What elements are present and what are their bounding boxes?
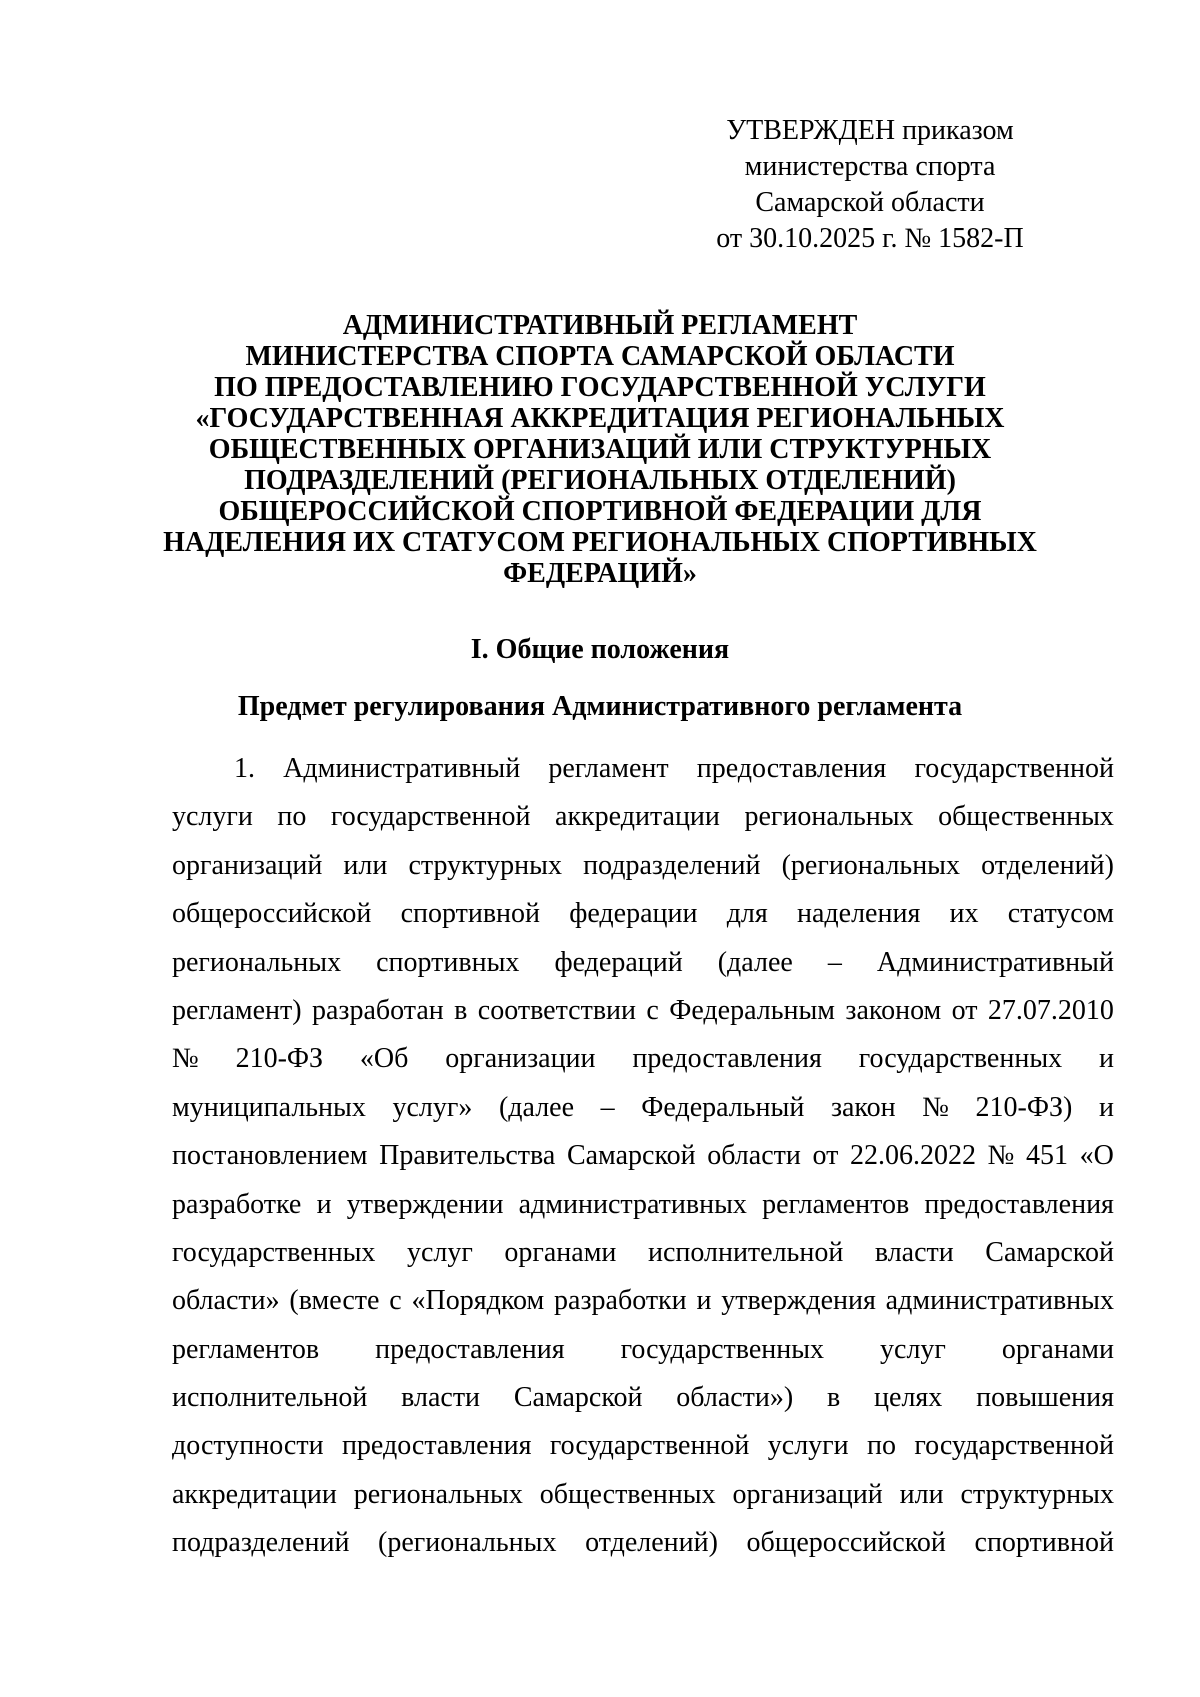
paragraph-word: регламент [548, 753, 669, 784]
approval-line: Самарской области [755, 187, 985, 218]
paragraph-word: организаций [172, 849, 323, 881]
paragraph-word: «О [1079, 1140, 1114, 1172]
paragraph-word: государственных [858, 1043, 1063, 1075]
approval-line: УТВЕРЖДЕН приказом [726, 115, 1014, 146]
paragraph-word: разработан [311, 994, 444, 1026]
paragraph-word: общественных [938, 801, 1114, 833]
paragraph-word: государственных [172, 1236, 376, 1268]
paragraph-word: в [827, 1382, 841, 1414]
title-line: ФЕДЕРАЦИЙ» [503, 558, 697, 589]
paragraph-word: региональных [353, 1478, 523, 1510]
paragraph-word: с [646, 994, 659, 1026]
paragraph-word: и [1098, 1091, 1114, 1123]
paragraph-word: региональных [172, 946, 342, 978]
paragraph-word: по [277, 801, 307, 833]
paragraph-word: отделений) [585, 1527, 718, 1559]
paragraph-word: предоставления [924, 1188, 1114, 1220]
paragraph-word: целях [874, 1382, 943, 1414]
paragraph-word: 27.07.2010 [987, 994, 1114, 1026]
paragraph-1 [172, 745, 1114, 1568]
paragraph-word: закон [830, 1091, 896, 1123]
paragraph-word: повышения [976, 1382, 1114, 1414]
paragraph-word: спортивных [376, 946, 520, 978]
paragraph-word: (региональных [781, 849, 960, 881]
paragraph-line [172, 890, 1114, 938]
paragraph-word: подразделений [172, 1527, 350, 1559]
paragraph-word: власти [401, 1382, 481, 1414]
paragraph-word: или [899, 1478, 944, 1510]
paragraph-word: № [987, 1140, 1015, 1172]
title-line: ПО ПРЕДОСТАВЛЕНИЮ ГОСУДАРСТВЕННОЙ УСЛУГИ [214, 372, 986, 403]
paragraph-word: регламентов [762, 1188, 910, 1220]
paragraph-word: структурных [408, 849, 562, 881]
paragraph-word: Правительства [379, 1140, 556, 1172]
paragraph-word: органами [504, 1236, 617, 1268]
paragraph-word: административных [518, 1188, 747, 1220]
paragraph-word: разработке [172, 1188, 302, 1220]
paragraph-word: области [707, 1140, 801, 1172]
paragraph-line [172, 1229, 1114, 1277]
paragraph-word: Административный [876, 946, 1114, 978]
paragraph-word: предоставления [632, 1043, 822, 1075]
paragraph-word: 210-ФЗ [235, 1043, 324, 1075]
paragraph-line [172, 1277, 1114, 1325]
paragraph-word: государственной [549, 1430, 750, 1462]
paragraph-word: постановлением [172, 1140, 368, 1172]
paragraph-line [172, 1422, 1114, 1470]
approval-line: от 30.10.2025 г. № 1582-П [716, 223, 1024, 254]
title-line: МИНИСТЕРСТВА СПОРТА САМАРСКОЙ ОБЛАСТИ [245, 341, 955, 372]
paragraph-word: регламентов [172, 1333, 320, 1365]
paragraph-word: статусом [1007, 898, 1114, 930]
paragraph-word: спортивной [400, 898, 541, 930]
paragraph-word: 22.06.2022 [850, 1140, 977, 1172]
title-line: АДМИНИСТРАТИВНЫЙ РЕГЛАМЕНТ [342, 310, 858, 341]
paragraph-word: разработки [554, 1285, 687, 1317]
paragraph-word: региональных [744, 801, 914, 833]
paragraph-word: исполнительной [172, 1382, 368, 1414]
paragraph-word: № [922, 1091, 949, 1123]
paragraph-word: услуг [880, 1333, 946, 1365]
paragraph-word: их [949, 898, 979, 930]
paragraph-word: организаций [732, 1478, 883, 1510]
paragraph-word: и [316, 1188, 332, 1220]
paragraph-word: или [343, 849, 388, 881]
paragraph-word: Самарской [985, 1236, 1114, 1268]
paragraph-word: № [172, 1043, 199, 1075]
paragraph-word: организации [445, 1043, 596, 1075]
paragraph-word: федерации [569, 898, 698, 930]
paragraph-word: с [389, 1285, 402, 1317]
paragraph-word: федераций [554, 946, 683, 978]
paragraph-word: (далее [717, 946, 793, 978]
paragraph-word: Административный [283, 753, 521, 784]
paragraph-line [172, 1035, 1114, 1083]
title-line: ПОДРАЗДЕЛЕНИЙ (РЕГИОНАЛЬНЫХ ОТДЕЛЕНИЙ) [244, 465, 956, 496]
paragraph-word: услуги [172, 801, 253, 833]
paragraph-word: услуг [406, 1236, 473, 1268]
document-title [140, 310, 1060, 589]
paragraph-word: наделения [797, 898, 921, 930]
subsection-heading: Предмет регулирования Административного регламента [237, 691, 963, 722]
title-line: «ГОСУДАРСТВЕННАЯ АККРЕДИТАЦИЯ РЕГИОНАЛЬНЫХ [195, 403, 1005, 434]
paragraph-word: 1. [234, 753, 255, 784]
paragraph-word: общероссийской [746, 1527, 946, 1559]
paragraph-word: законом [845, 994, 942, 1026]
approval-line: министерства спорта [744, 151, 996, 182]
paragraph-word: в [454, 994, 468, 1026]
paragraph-word: органами [1001, 1333, 1114, 1365]
paragraph-line [172, 842, 1114, 890]
paragraph-word: «Об [359, 1043, 409, 1075]
paragraph-word: – [827, 946, 842, 978]
paragraph-word: (далее [498, 1091, 575, 1123]
paragraph-word: (региональных [378, 1527, 557, 1559]
paragraph-word: услуг» [392, 1091, 473, 1123]
paragraph-word: Самарской [566, 1140, 696, 1172]
paragraph-word: области» [172, 1285, 280, 1317]
paragraph-word: услуги [767, 1430, 849, 1462]
paragraph-word: утверждении [346, 1188, 504, 1220]
paragraph-word: регламент) [172, 994, 302, 1026]
paragraph-word: государственной [330, 801, 531, 833]
paragraph-word: для [726, 898, 768, 930]
paragraph-word: подразделений [583, 849, 761, 881]
paragraph-line [172, 1132, 1114, 1180]
approval-stamp-block [700, 113, 1040, 257]
paragraph-word: структурных [960, 1478, 1114, 1510]
paragraph-word: спортивной [974, 1527, 1114, 1559]
paragraph-line [172, 1374, 1114, 1422]
paragraph-word: 451 [1026, 1140, 1069, 1172]
paragraph-word: государственной [914, 753, 1114, 784]
paragraph-word: соответствии [477, 994, 637, 1026]
section-heading: I. Общие положения [470, 634, 730, 665]
paragraph-word: общероссийской [172, 898, 372, 930]
paragraph-word: доступности [172, 1430, 324, 1462]
paragraph-word: общественных [539, 1478, 716, 1510]
paragraph-line [172, 1181, 1114, 1229]
paragraph-word: и [1098, 1043, 1114, 1075]
paragraph-word: исполнительной [647, 1236, 844, 1268]
paragraph-line [172, 939, 1114, 987]
paragraph-word: – [600, 1091, 615, 1123]
paragraph-word: государственных [620, 1333, 825, 1365]
paragraph-word: и [696, 1285, 712, 1317]
paragraph-word: отделений) [981, 849, 1114, 881]
paragraph-word: Федеральным [669, 994, 836, 1026]
paragraph-word: от [812, 1140, 839, 1172]
paragraph-word: Самарской [513, 1382, 643, 1414]
paragraph-word: муниципальных [172, 1091, 366, 1123]
paragraph-word: области») [676, 1382, 794, 1414]
paragraph-line [172, 1519, 1114, 1567]
paragraph-line [172, 987, 1114, 1035]
paragraph-word: власти [874, 1236, 954, 1268]
paragraph-word: предоставления [375, 1333, 565, 1365]
title-line: НАДЕЛЕНИЯ ИХ СТАТУСОМ РЕГИОНАЛЬНЫХ СПОРТИВНЫХ [163, 527, 1037, 558]
paragraph-line [172, 1326, 1114, 1374]
paragraph-word: «Порядком [411, 1285, 545, 1317]
paragraph-word: предоставления [341, 1430, 532, 1462]
paragraph-word: по [867, 1430, 897, 1462]
title-line: ОБЩЕРОССИЙСКОЙ СПОРТИВНОЙ ФЕДЕРАЦИИ ДЛЯ [218, 496, 982, 527]
paragraph-word: государственной [914, 1430, 1114, 1462]
paragraph-word: предоставления [696, 753, 887, 784]
paragraph-line [172, 793, 1114, 841]
paragraph-line [172, 1084, 1114, 1132]
paragraph-line [172, 1471, 1114, 1519]
title-line: ОБЩЕСТВЕННЫХ ОРГАНИЗАЦИЙ ИЛИ СТРУКТУРНЫХ [208, 434, 992, 465]
paragraph-word: Федеральный [641, 1091, 805, 1123]
paragraph-word: административных [885, 1285, 1114, 1317]
paragraph-word: от [951, 994, 978, 1026]
paragraph-word: утверждения [721, 1285, 876, 1317]
paragraph-word: аккредитации [555, 801, 720, 833]
paragraph-line [172, 745, 1114, 793]
paragraph-word: 210-ФЗ) [975, 1091, 1073, 1123]
paragraph-word: аккредитации [172, 1478, 337, 1510]
paragraph-word: (вместе [289, 1285, 380, 1317]
